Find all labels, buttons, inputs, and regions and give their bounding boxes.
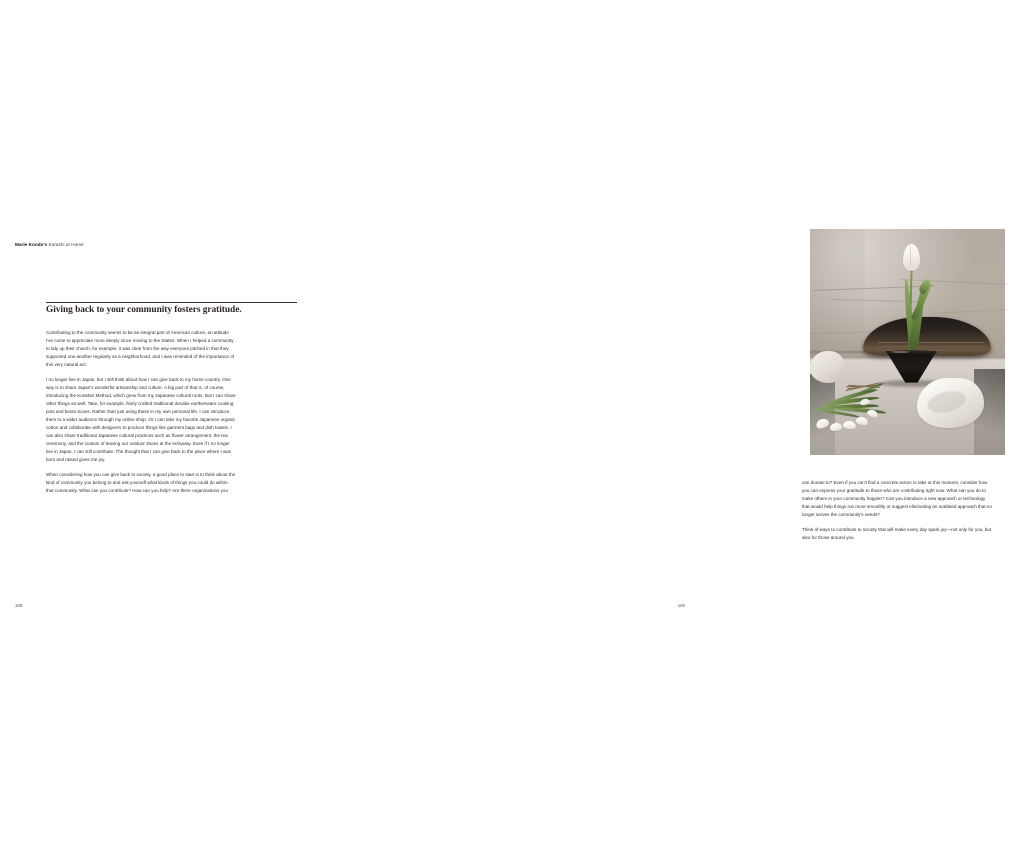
running-head [15, 243, 84, 248]
body-paragraph: I no longer live in Japan, but I still think about how I can give back to my home country. One way is to share Japan's wonderful artisanship and culture. A big part of that is, of course, introducing the KonMari Method, which grew from my Japanese cultural roots. But I can share other things as well. Take, for example, finely crafted traditional donabe earthenware cooking pots and bento boxes. Rather than just using these in my own personal life, I can introduce them to a wider audience through my online shop. Or I can take my favorite Japanese organic cotton and collaborate with designers to produce things like garment bags and dish towels. I can also share traditional Japanese cultural practices such as flower arrangement, the tea ceremony, and the custom of leaving our outdoor shoes at the entryway. Even if I no longer live in Japan, I can still contribute. The thought that I can give back to the place where I was born and raised gives me joy. [46, 377, 236, 462]
body-paragraph: Contributing to the community seems to be an integral part of American culture, an attitude I've come to appreciate more deeply since moving to the States. When I helped a community to tidy up their church, for example, it was clear from the way everyone pitched in that they supported one another regularly as a neighborhood, and I was reminded of the importance of this very natural act. [46, 330, 234, 367]
tulip-bloom [903, 244, 921, 271]
heading-rule [46, 302, 297, 303]
cut-tulip [815, 418, 830, 430]
cut-tulip [829, 422, 842, 431]
left-page [0, 0, 350, 855]
running-head-title: Kurashi at Home [48, 242, 84, 247]
page-number-right: 109 [677, 602, 685, 608]
section-heading: Giving back to your community fosters gratitude. [46, 305, 242, 315]
cut-tulip [855, 416, 869, 427]
board-grain [878, 342, 984, 343]
left-text-column [46, 329, 236, 495]
marble-vein [931, 309, 1009, 314]
body-paragraph: When considering how you can give back to society, a good place to start is to think about the kind of community you belong to and ask yourself what kinds of things you could do within that community. What can you contribute? How can you help? Are there organizations you [46, 472, 236, 493]
cut-flower-bundle [814, 374, 935, 433]
ikebana-photograph [810, 229, 1005, 455]
body-paragraph: can donate to? Even if you can't find a concrete action to take at this moment, consider how you can express your gratitude to those who are contributing right now. What can you do to make others in your community happier? Can you introduce a new approach or technology that would help things run more smoothly or suggest eliminating an outdated approach that no longer serves the community's needs? [802, 480, 992, 517]
running-head-brand: Marie Kondo's [15, 242, 48, 247]
board-grain [878, 346, 984, 347]
photo-scene [810, 229, 1005, 455]
right-text-column [802, 479, 992, 542]
right-page [350, 0, 992, 855]
marble-vein [900, 279, 1009, 285]
page-number-left: 108 [15, 602, 23, 608]
vase-rim-highlight [892, 351, 910, 353]
wall-corner [810, 229, 865, 356]
body-paragraph: Think of ways to contribute to society that will make every day spark joy—not only for you, but also for those around you. [802, 527, 992, 540]
